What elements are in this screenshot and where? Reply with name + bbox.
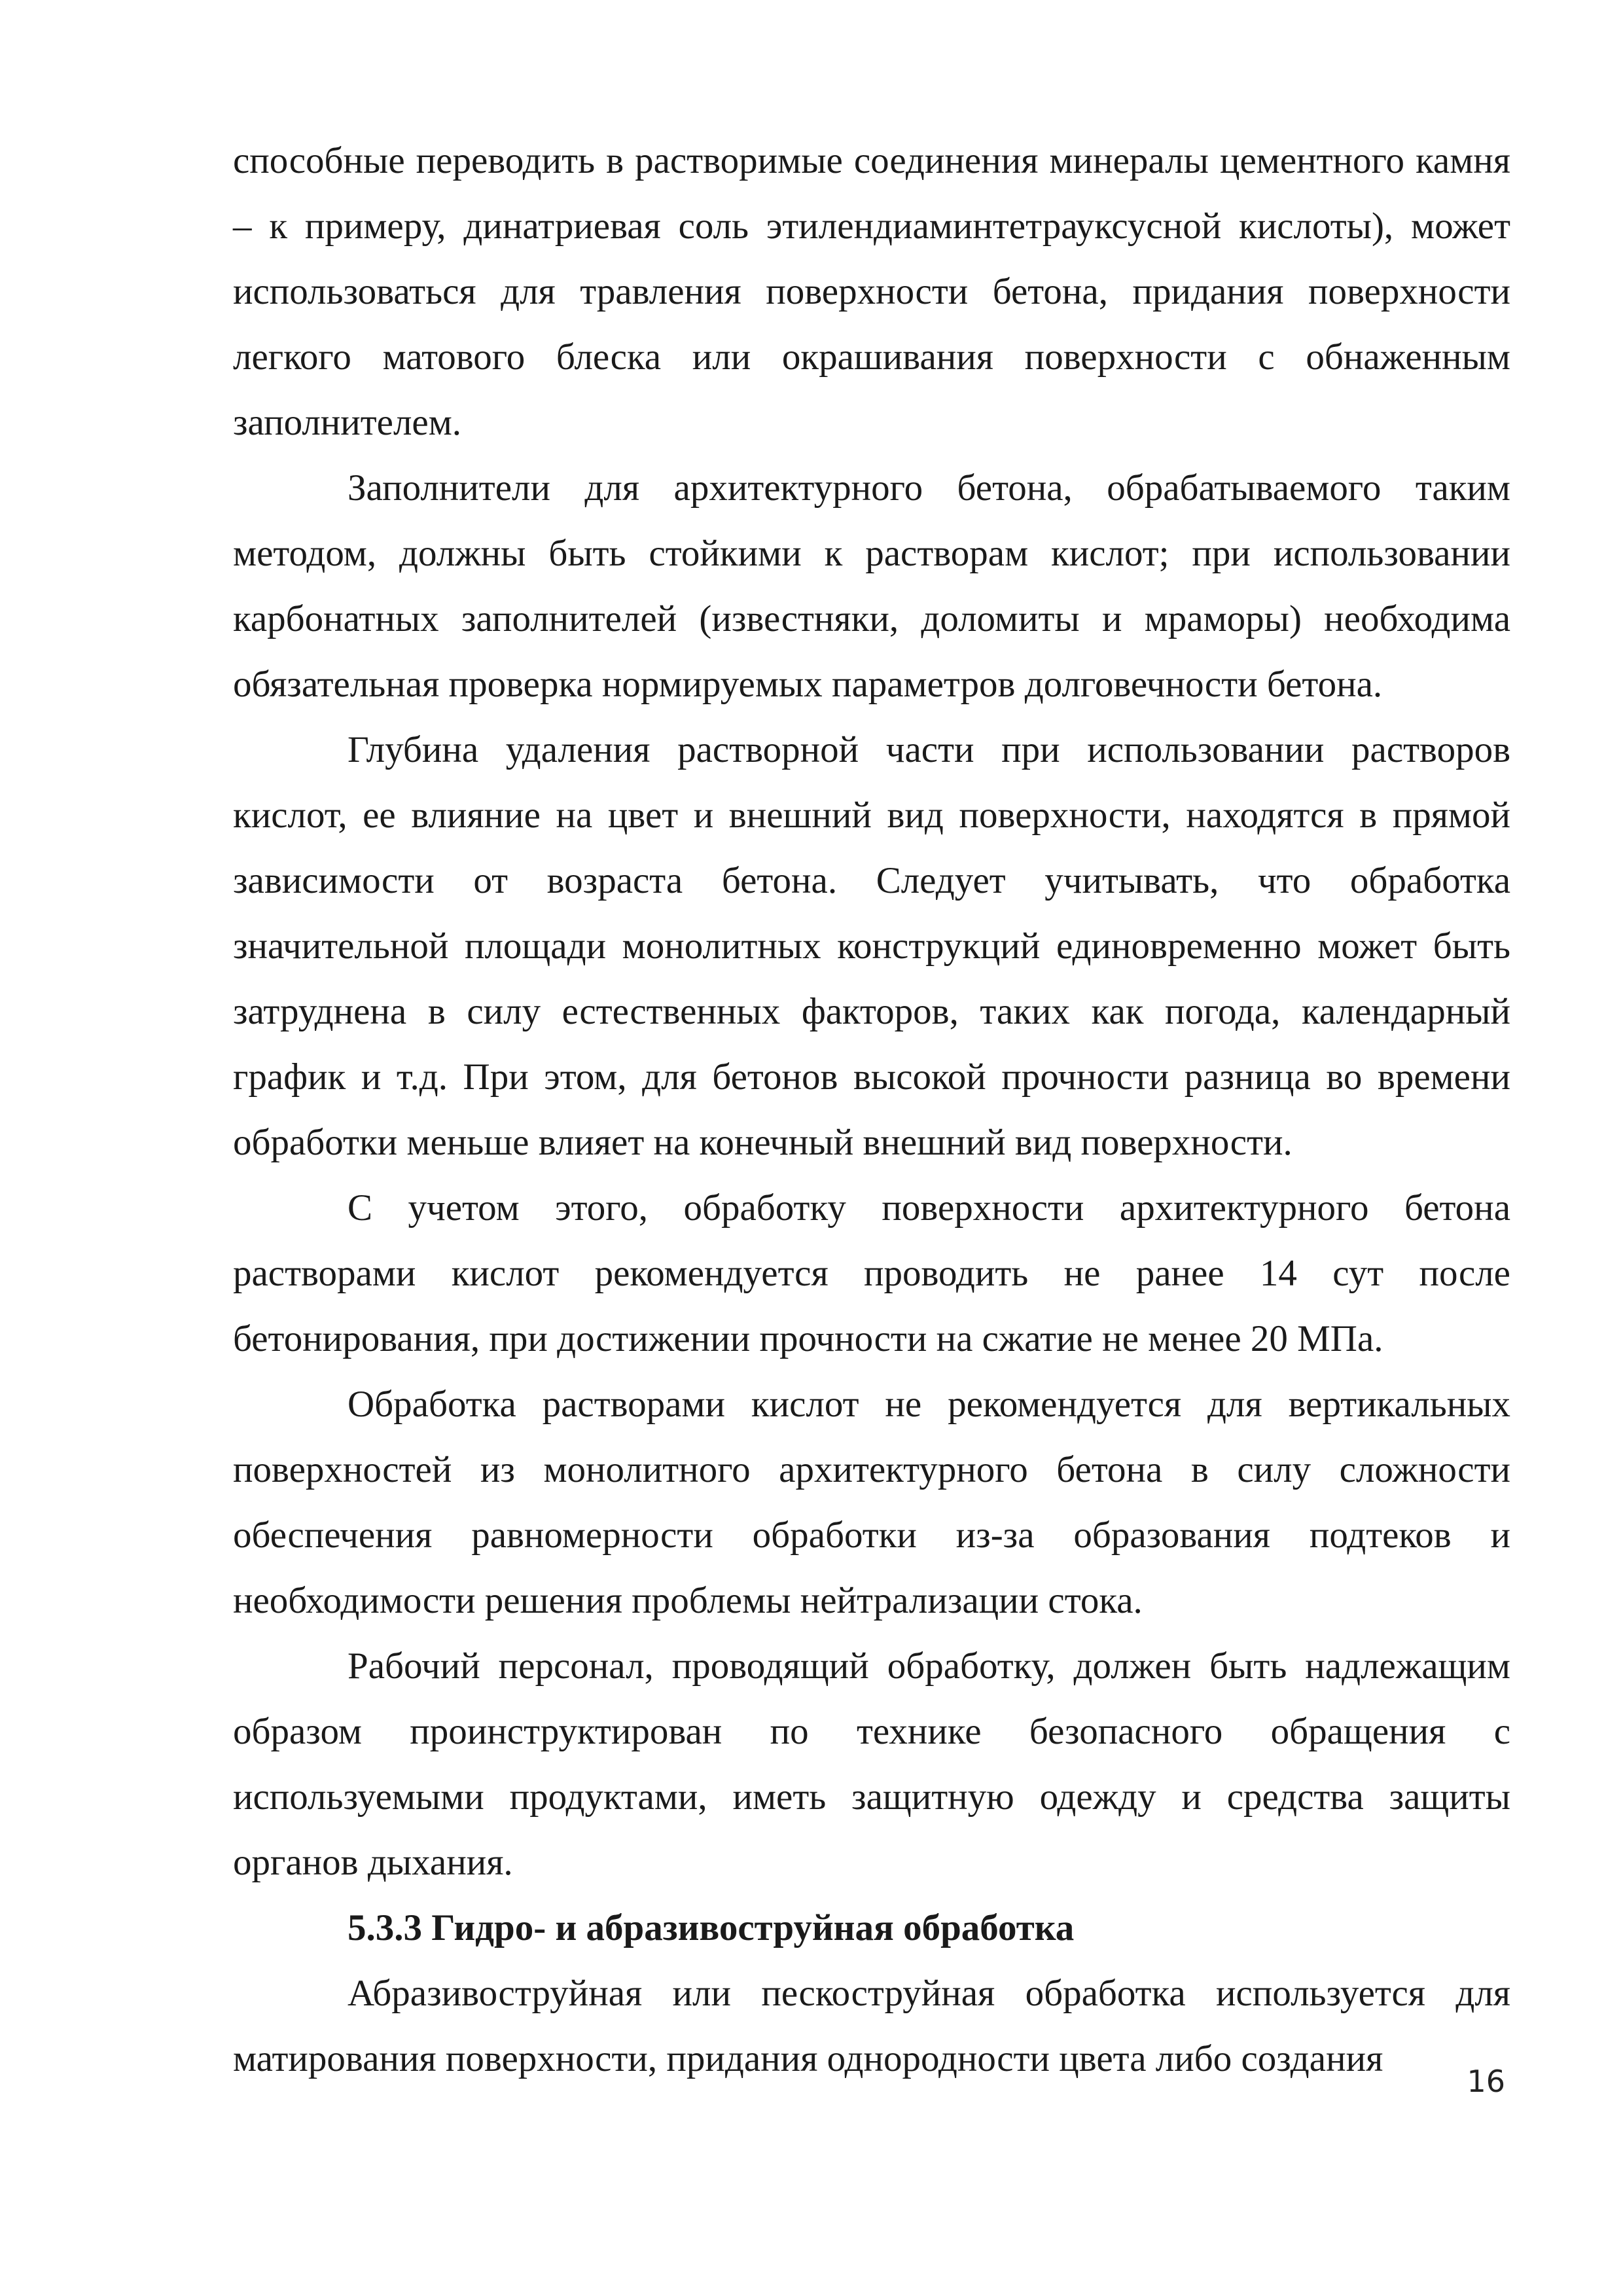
page-body bbox=[233, 128, 1510, 2092]
paragraph-personnel: Рабочий персонал, проводящий обработку, должен быть надлежащим образом проинструктирован по технике безопасного обращения с используемыми продуктами, иметь защитную одежду и средства защиты органов дыхания. bbox=[233, 1645, 1510, 1883]
paragraph-abrasive-blasting: Абразивоструйная или пескоструйная обработка используется для матирования поверхности, придания однородности цвета либо создания bbox=[233, 1973, 1510, 2079]
paragraph-timing: С учетом этого, обработку поверхности архитектурного бетона растворами кислот рекомендуется проводить не ранее 14 сут после бетонирования, при достижении прочности на сжатие не менее 20 МПа. bbox=[233, 1187, 1510, 1359]
paragraph-removal-depth: Глубина удаления растворной части при использовании растворов кислот, ее влияние на цвет и внешний вид поверхности, находятся в прямой зависимости от возраста бетона. Следует учитывать, что обработка значительной площади монолитных конструкций единовременно может быть затруднена в силу естественных факторов, таких как погода, календарный график и т.д. При этом, для бетонов высокой прочности разница во времени обработки меньше влияет на конечный внешний вид поверхности. bbox=[233, 729, 1510, 1163]
paragraph-vertical-surfaces: Обработка растворами кислот не рекомендуется для вертикальных поверхностей из монолитного архитектурного бетона в силу сложности обеспечения равномерности обработки из-за образования подтеков и необходимости решения проблемы нейтрализации стока. bbox=[233, 1384, 1510, 1621]
paragraph-aggregates: Заполнители для архитектурного бетона, обрабатываемого таким методом, должны быть стойкими к растворам кислот; при использовании карбонатных заполнителей (известняки, доломиты и мраморы) необходима обязательная проверка нормируемых параметров долговечности бетона. bbox=[233, 467, 1510, 705]
page-number: 16 bbox=[1467, 2064, 1505, 2099]
section-heading: 5.3.3 Гидро- и абразивоструйная обработка bbox=[348, 1907, 1075, 1948]
paragraph-continuation: способные переводить в растворимые соединения минералы цементного камня – к примеру, динатриевая соль этилендиаминтетрауксусной кислоты), может использоваться для травления поверхности бетона, придания поверхности легкого матового блеска или окрашивания поверхности с обнаженным заполнителем. bbox=[233, 140, 1510, 443]
